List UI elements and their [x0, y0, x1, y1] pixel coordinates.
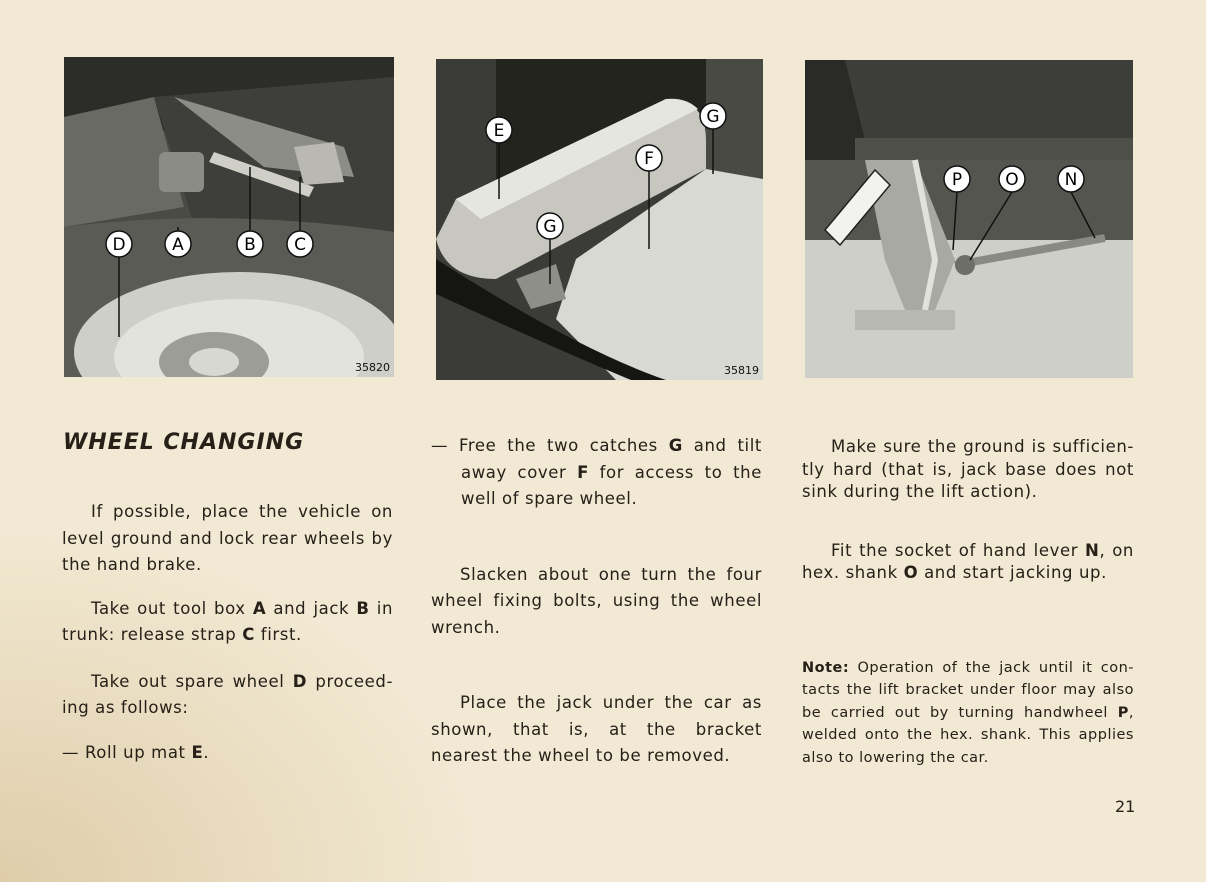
paragraph-text: first. [254, 625, 302, 644]
ref-letter: P [1117, 704, 1129, 721]
ref-letter: A [252, 598, 267, 618]
paragraph [431, 690, 762, 770]
paragraph [431, 433, 762, 513]
ref-letter: E [191, 742, 204, 762]
figure-jack-position [805, 60, 1133, 378]
paragraph-text: proceed-ing as follows: [62, 671, 393, 717]
page-title: WHEEL CHANGING [63, 430, 305, 455]
paragraph [62, 669, 393, 722]
ref-letter: B [356, 598, 370, 618]
callout-label: O [1005, 170, 1019, 190]
callout-label: E [493, 121, 505, 141]
ref-letter: C [242, 625, 255, 644]
callout-label: C [294, 235, 306, 255]
paragraph-text: and start jacking up. [918, 563, 1107, 582]
callout-label: P [951, 170, 963, 190]
paragraph-text: Make sure the ground is sufficien-tly hard (that is, jack base does not sink during the lift action). [802, 437, 1134, 501]
callout-label: F [644, 149, 654, 169]
callout-label: A [172, 235, 184, 255]
callout-label: G [706, 107, 720, 127]
paragraph [62, 596, 393, 649]
paragraph [62, 740, 393, 767]
paragraph-text: in trunk: release strap [62, 598, 393, 644]
column-1 [62, 499, 393, 766]
ref-letter: G [668, 436, 683, 455]
paragraph-text: — Roll up mat [62, 742, 192, 762]
ref-letter: O [903, 563, 919, 582]
paragraph-text: Fit the socket of hand lever [831, 540, 1086, 560]
column-2 [431, 433, 762, 770]
trunk-photo-illustration [64, 57, 394, 377]
callout-label: G [543, 217, 557, 237]
figure-number: 35819 [724, 364, 759, 377]
paragraph [802, 436, 1134, 504]
paragraph [802, 540, 1134, 585]
ref-letter: D [292, 671, 308, 691]
note-paragraph [802, 657, 1134, 770]
column-3 [802, 436, 1134, 769]
paragraph-text: Take out spare wheel [91, 671, 293, 691]
page-number: 21 [1115, 797, 1136, 816]
figure-number: 35820 [355, 361, 390, 374]
paragraph-text: , on hex. shank [802, 540, 1134, 582]
note-label: Note: [802, 659, 850, 676]
paragraph-text: Slacken about one turn the four wheel fixing bolts, using the wheel wrench. [431, 564, 762, 637]
cover-photo-illustration [436, 59, 763, 380]
paragraph-text: Place the jack under the car as shown, that is, at the bracket nearest the wheel to be removed. [431, 693, 762, 765]
callout-label: D [112, 235, 126, 255]
paragraph [62, 499, 393, 579]
paragraph-text: , welded onto the hex. shank. This applies also to lowering the car. [802, 704, 1134, 766]
figure-trunk-tools [64, 57, 394, 377]
callout-label: B [244, 235, 256, 255]
paragraph-text: and jack [266, 598, 357, 618]
paragraph-text: Operation of the jack until it con-tacts the lift bracket under floor may also be carried out by turning handwheel [802, 659, 1134, 721]
figure-spare-wheel-cover [436, 59, 763, 380]
paragraph-text: — Free the two catches [431, 436, 669, 455]
paragraph-text: for access to the well of spare wheel. [461, 462, 762, 508]
paragraph-text: and tilt away cover [461, 436, 762, 482]
ref-letter: F [577, 462, 589, 482]
paragraph-text: If possible, place the vehicle on level ground and lock rear wheels by the hand brake. [62, 502, 393, 574]
ref-letter: N [1085, 540, 1100, 560]
paragraph [431, 562, 762, 642]
jack-photo-illustration [805, 60, 1133, 378]
paragraph-text: Take out tool box [91, 598, 253, 618]
callout-label: N [1064, 170, 1078, 190]
paragraph-text: . [203, 742, 210, 762]
